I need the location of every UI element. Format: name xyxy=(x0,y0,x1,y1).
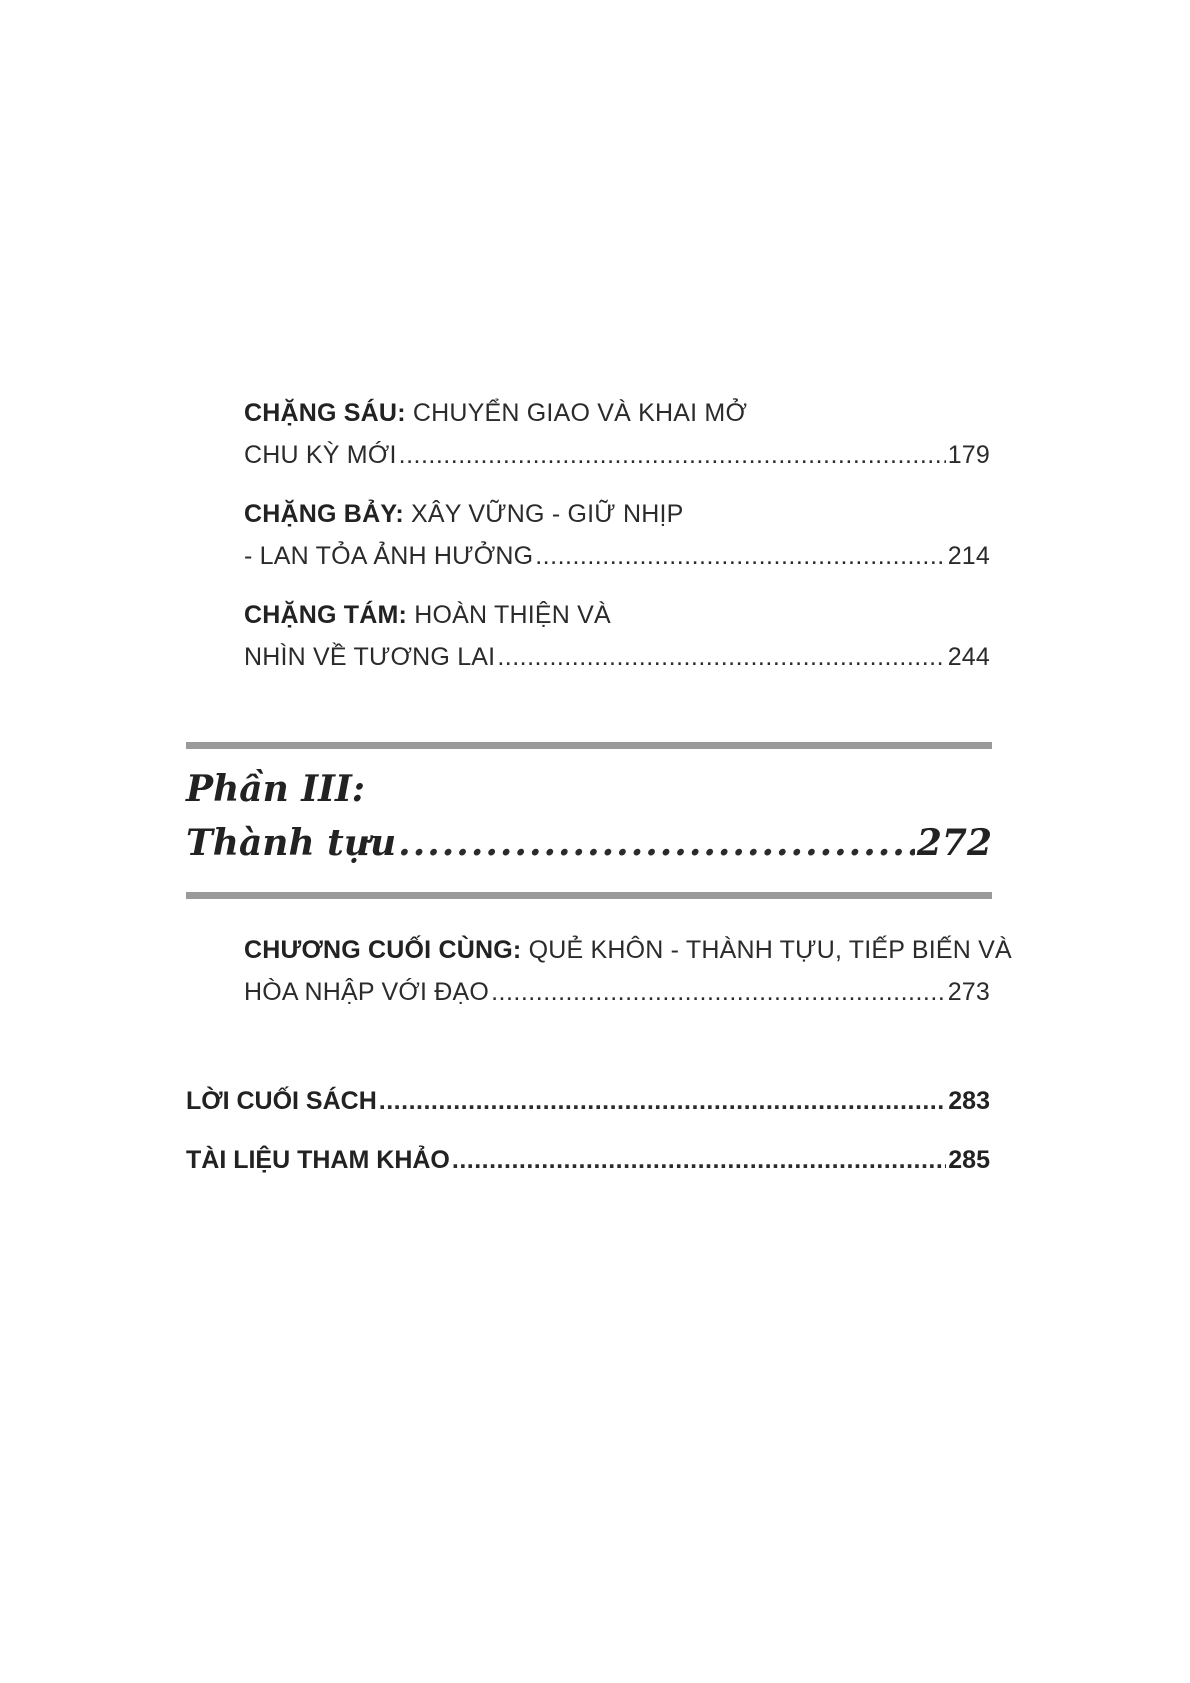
toc-entry-title: CHUYỂN GIAO VÀ KHAI MỞ xyxy=(412,399,748,427)
dot-leader xyxy=(452,1146,946,1175)
part-title: Thành tựu xyxy=(186,822,397,864)
backmatter-title: LỜI CUỐI SÁCH xyxy=(186,1087,377,1115)
toc-entry-label: CHẶNG TÁM: xyxy=(244,601,408,629)
toc-entry-label: CHẶNG BẢY: xyxy=(244,500,404,528)
toc-entry-label: CHẶNG SÁU: xyxy=(244,399,406,427)
toc-entry-chang-bay[interactable] xyxy=(244,493,990,577)
dot-leader xyxy=(535,535,945,577)
toc-entry-chuong-cuoi-cung[interactable] xyxy=(244,929,1012,1013)
dot-leader xyxy=(497,636,945,678)
toc-page-number: 179 xyxy=(947,441,990,469)
backmatter-line xyxy=(186,1146,990,1188)
dot-leader xyxy=(379,1087,947,1116)
backmatter-page-number: 283 xyxy=(948,1087,990,1115)
toc-entry-line-2 xyxy=(244,434,990,476)
dot-leader xyxy=(398,822,915,864)
backmatter-page-number: 285 xyxy=(948,1146,990,1174)
toc-backmatter-loi-cuoi-sach[interactable] xyxy=(186,1087,990,1129)
toc-entry-line-2 xyxy=(244,636,990,678)
toc-part-heading[interactable] xyxy=(186,768,992,876)
toc-entry-line-1 xyxy=(244,594,990,636)
toc-entry-title-cont: - LAN TỎA ẢNH HƯỞNG xyxy=(244,542,534,570)
toc-entry-line-1 xyxy=(244,929,1012,971)
toc-page-number: 244 xyxy=(947,643,990,671)
toc-entry-title-cont: HÒA NHẬP VỚI ĐẠO xyxy=(244,978,490,1006)
dot-leader xyxy=(491,971,946,1013)
toc-page-number: 273 xyxy=(947,978,990,1006)
backmatter-line xyxy=(186,1087,990,1129)
toc-entry-title: HOÀN THIỆN VÀ xyxy=(414,601,611,629)
toc-entry-chang-tam[interactable] xyxy=(244,594,990,678)
toc-entry-chang-sau[interactable] xyxy=(244,392,990,476)
toc-entry-title: XÂY VỮNG - GIỮ NHỊP xyxy=(411,500,684,528)
toc-page-number: 214 xyxy=(947,542,990,570)
toc-entry-label: CHƯƠNG CUỐI CÙNG: xyxy=(244,936,522,964)
toc-entry-title-cont: CHU KỲ MỚI xyxy=(244,441,397,469)
toc-entry-line-1 xyxy=(244,392,990,434)
toc-entry-title: QUẺ KHÔN - THÀNH TỰU, TIẾP BIẾN VÀ xyxy=(528,936,1012,964)
toc-backmatter-tai-lieu-tham-khao[interactable] xyxy=(186,1146,990,1188)
dot-leader xyxy=(399,434,946,476)
backmatter-title: TÀI LIỆU THAM KHẢO xyxy=(186,1146,450,1174)
divider-rule xyxy=(186,742,992,749)
toc-entry-title-cont: NHÌN VỀ TƯƠNG LAI xyxy=(244,643,496,671)
toc-entry-line-2 xyxy=(244,535,990,577)
part-label: Phần III: xyxy=(186,768,366,810)
part-title-line xyxy=(186,822,992,876)
divider-rule xyxy=(186,892,992,899)
toc-entry-line-1 xyxy=(244,493,990,535)
part-page-number: 272 xyxy=(916,822,992,864)
toc-entry-line-2 xyxy=(244,971,990,1013)
part-heading-line xyxy=(186,768,992,822)
